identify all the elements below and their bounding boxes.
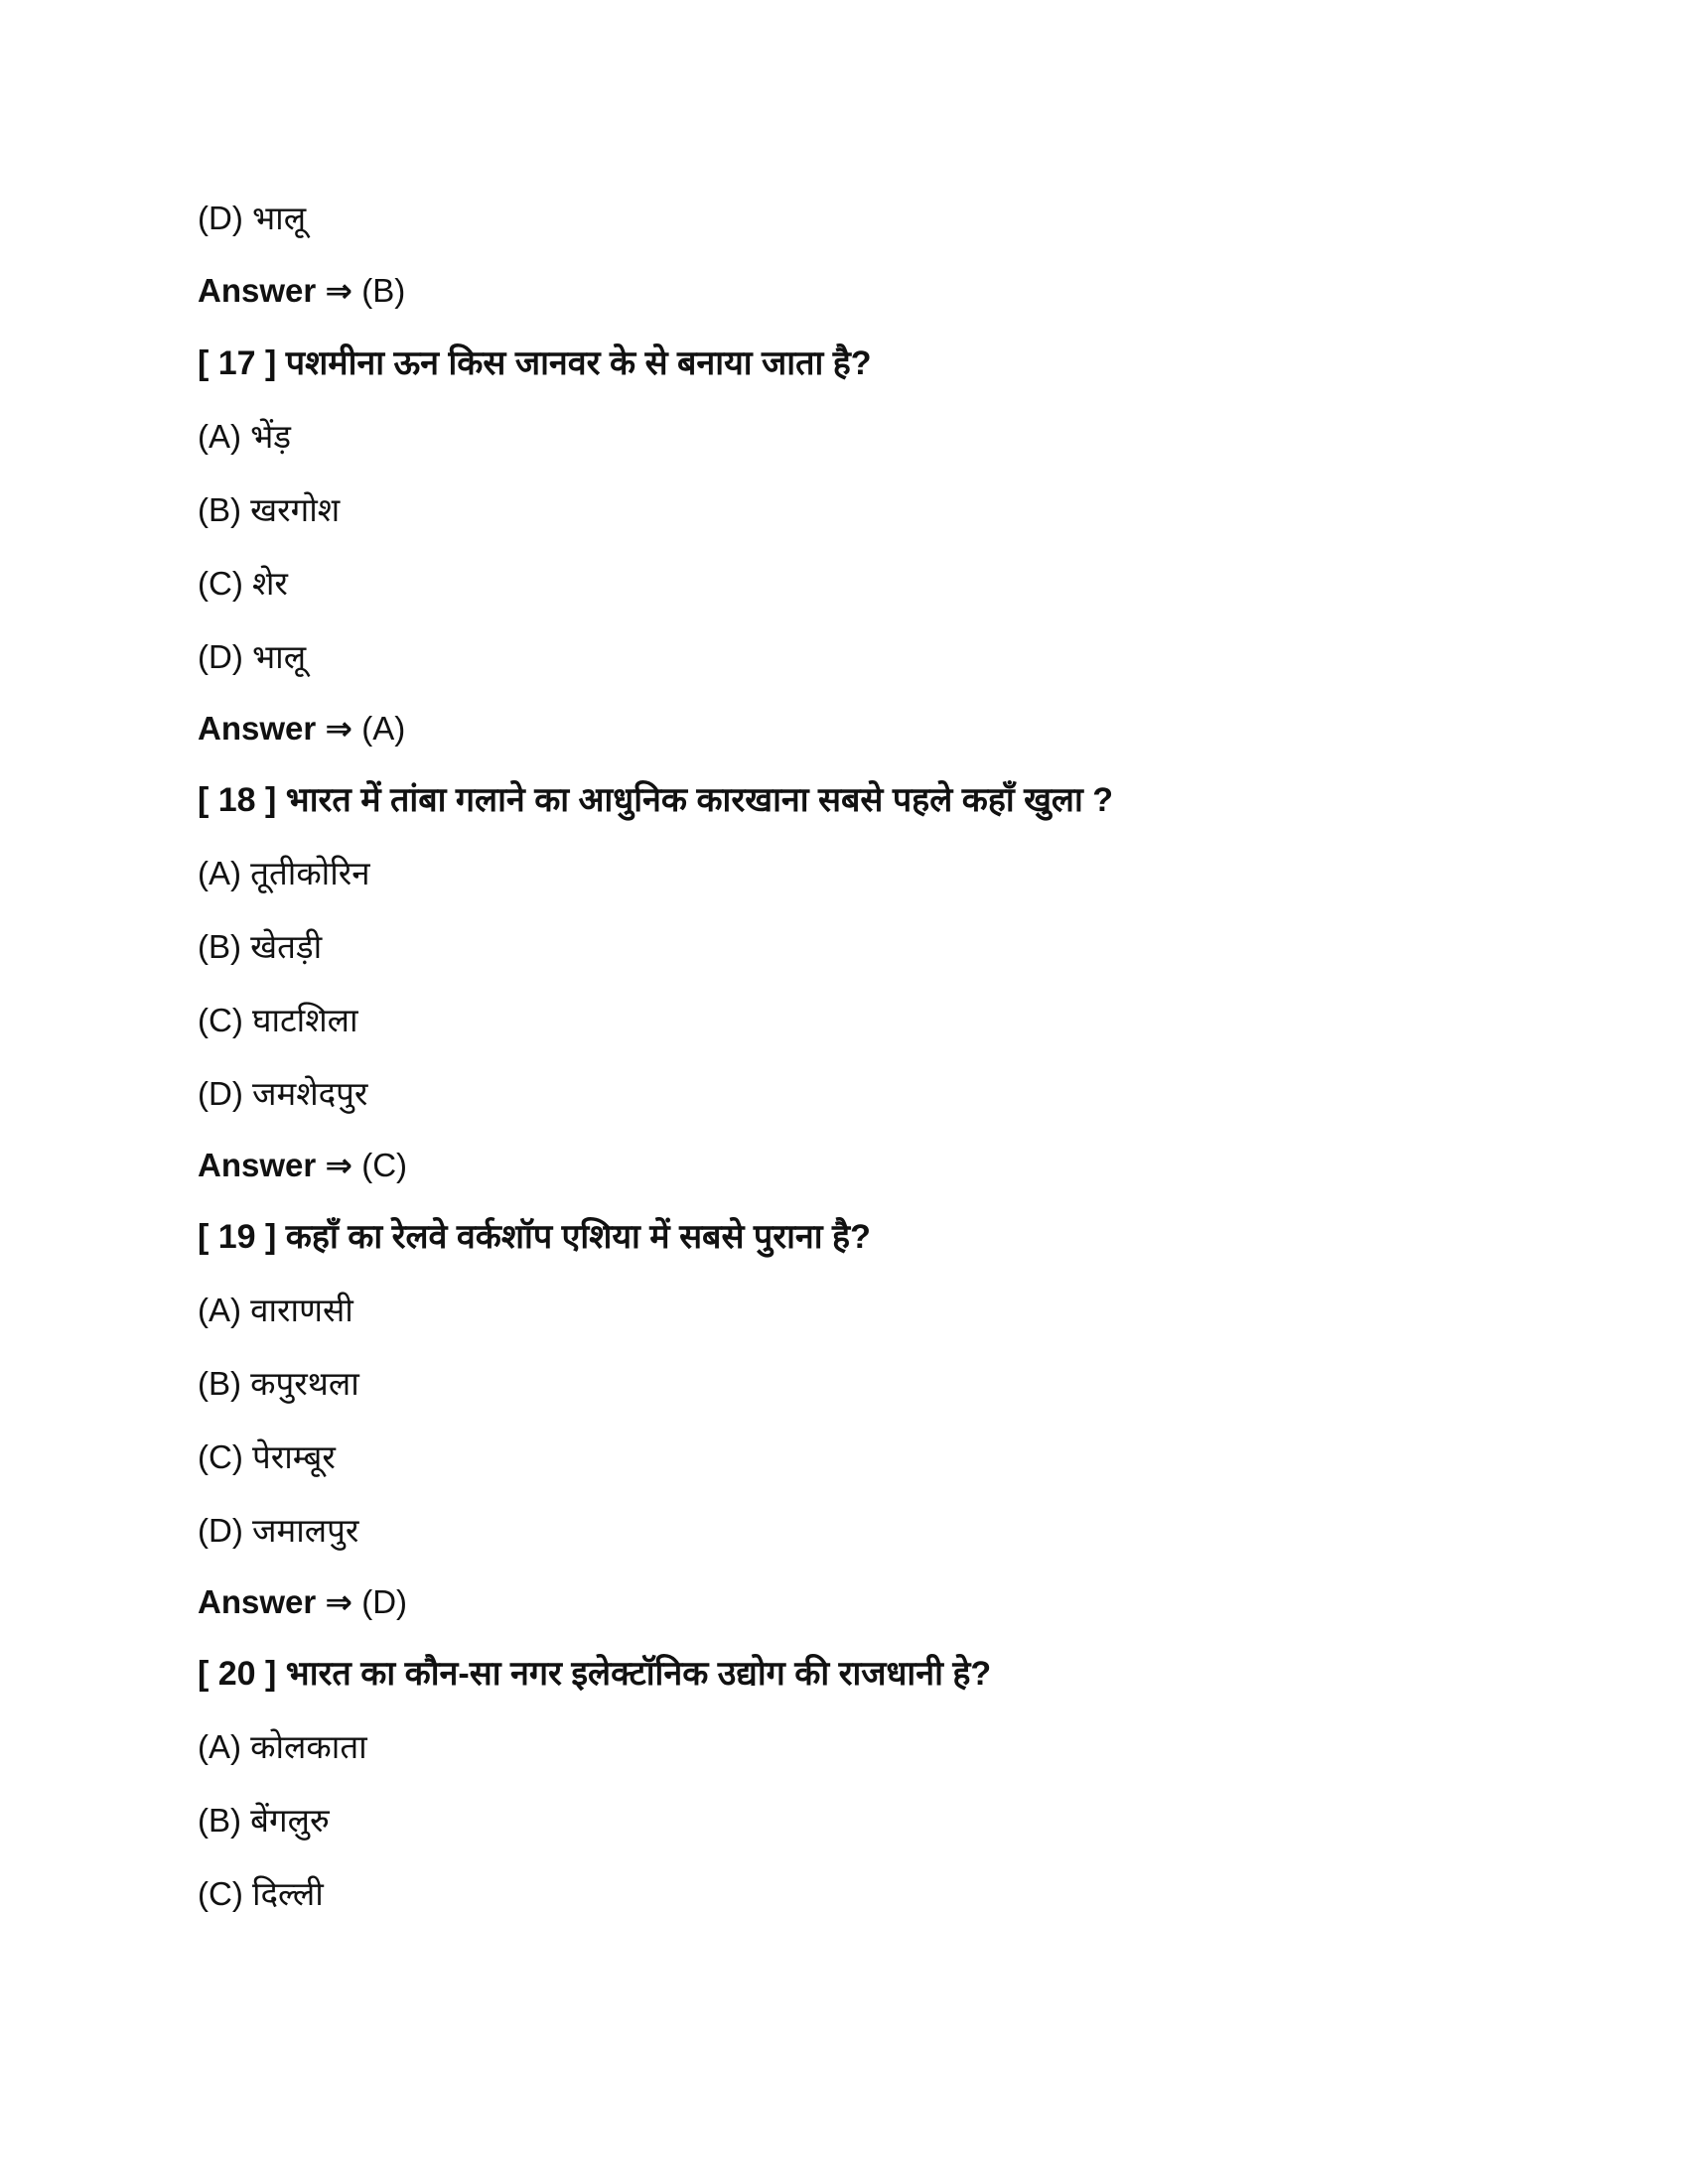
- option-text: (D) भालू: [198, 638, 307, 675]
- answer-value: (C): [361, 1147, 408, 1183]
- option-text: (C) घाटशिला: [198, 1002, 358, 1038]
- answer-line: [198, 1146, 407, 1185]
- question-text: [ 20 ] भारत का कौन-सा नगर इलेक्टॉनिक उद्योग की राजधानी हे?: [198, 1655, 992, 1693]
- option-text: (A) कोलकाता: [198, 1728, 367, 1765]
- option-text: (B) बेंगलुरु: [198, 1802, 330, 1839]
- answer-label: Answer ⇒: [198, 272, 353, 309]
- answer-label: Answer ⇒: [198, 710, 353, 747]
- option-text: (C) शेर: [198, 565, 288, 602]
- option-text: (A) वाराणसी: [198, 1292, 353, 1328]
- answer-label: Answer ⇒: [198, 1583, 353, 1620]
- option-text: (A) भेंड़: [198, 418, 292, 455]
- answer-line: [198, 271, 405, 311]
- answer-value: (B): [361, 272, 406, 309]
- option-text: (D) भालू: [198, 200, 307, 236]
- option-text: (C) पेराम्बूर: [198, 1438, 336, 1475]
- option-text: (B) कपुरथला: [198, 1365, 359, 1402]
- option-text: (D) जमालपुर: [198, 1512, 359, 1549]
- answer-label: Answer ⇒: [198, 1147, 353, 1183]
- option-text: (C) दिल्ली: [198, 1875, 324, 1912]
- question-text: [ 19 ] कहाँ का रेलवे वर्कशॉप एशिया में सबसे पुराना है?: [198, 1218, 871, 1256]
- answer-value: (D): [361, 1583, 408, 1620]
- option-text: (D) जमशेदपुर: [198, 1075, 368, 1112]
- option-text: (B) खेतड़ी: [198, 928, 323, 965]
- answer-line: [198, 709, 405, 749]
- answer-line: [198, 1582, 407, 1622]
- option-text: (A) तूतीकोरिन: [198, 855, 370, 891]
- question-text: [ 18 ] भारत में तांबा गलाने का आधुनिक कारखाना सबसे पहले कहाँ खुला ?: [198, 781, 1114, 819]
- answer-value: (A): [361, 710, 406, 747]
- option-text: (B) खरगोश: [198, 491, 341, 528]
- question-text: [ 17 ] पशमीना ऊन किस जानवर के से बनाया जाता है?: [198, 344, 872, 382]
